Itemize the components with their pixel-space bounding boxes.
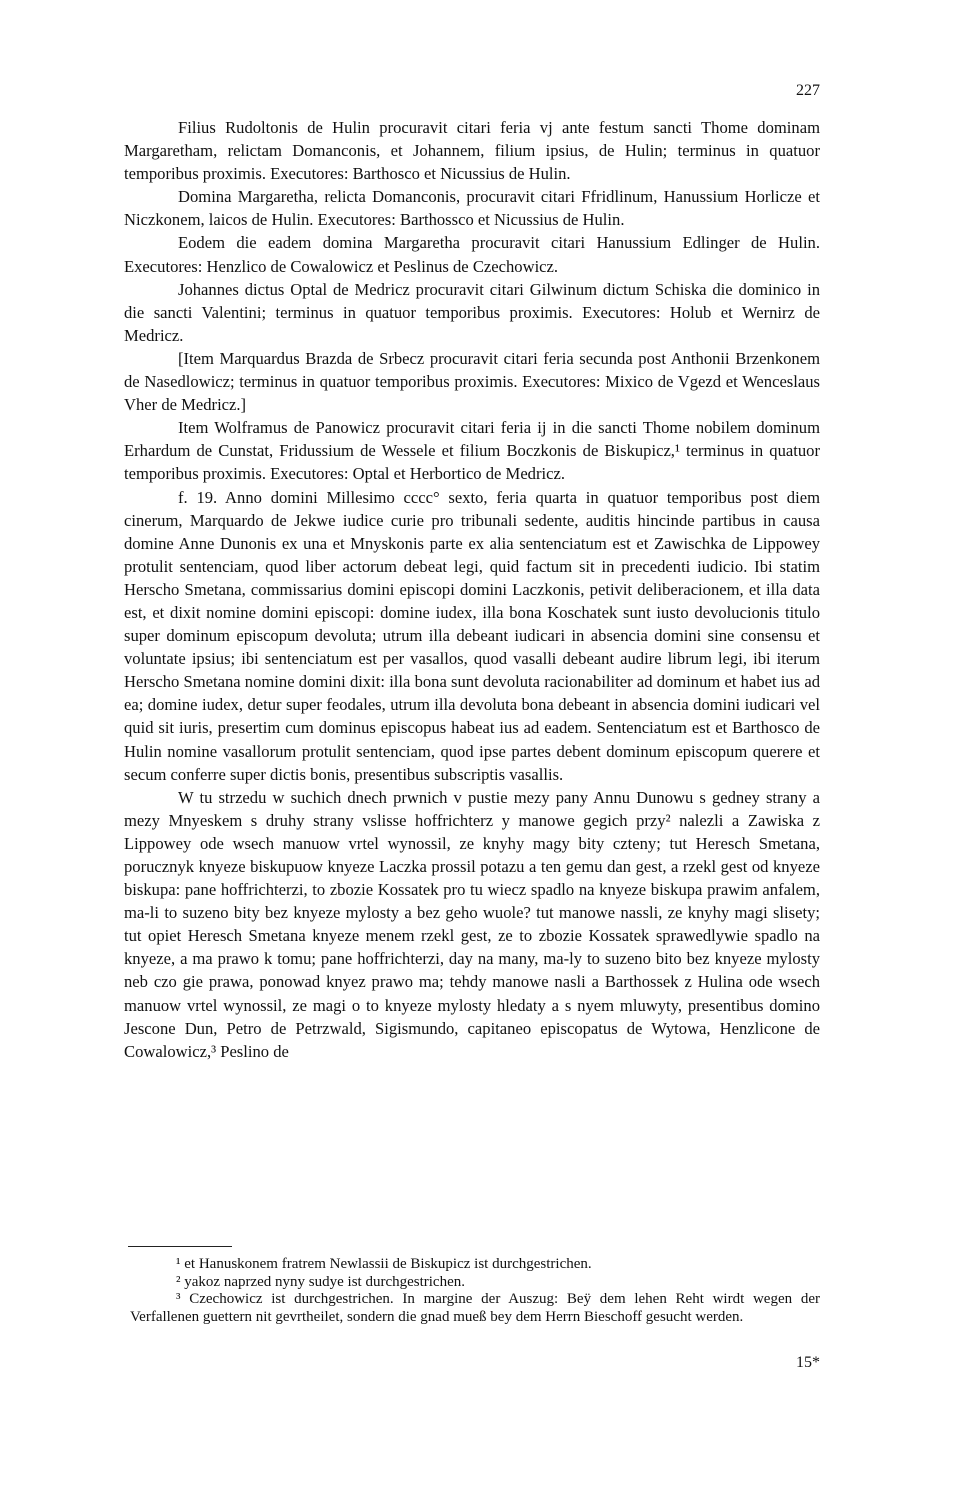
- paragraph: Item Wolframus de Panowicz procuravit citari feria ij in die sancti Thome nobilem dominum Erhardum de Cunstat, Fridussium de Wessele et filium Boczkonis de Biskupicz,¹ terminus in quatuor temporibus proximis. Executores: Optal et Herbortico de Medricz.: [124, 418, 820, 484]
- paragraph: [Item Marquardus Brazda de Srbecz procuravit citari feria secunda post Anthonii Brzenkonem de Nasedlowicz; terminus in quatuor temporibus proximis. Executores: Mixico de Vgezd et Wenceslaus Vher de Medricz.]: [124, 348, 820, 415]
- footnote: ² yakoz naprzed nyny sudye ist durchgestrichen.: [176, 1273, 465, 1290]
- page-number: 227: [796, 82, 820, 99]
- paragraph: Domina Margaretha, relicta Domanconis, procuravit citari Ffridlinum, Hanussium Horlicze et Niczkonem, laicos de Hulin. Executores: Barthossco et Nicussius de Hulin.: [124, 187, 820, 230]
- paragraph: Eodem die eadem domina Margaretha procuravit citari Hanussium Edlinger de Hulin. Executores: Henzlico de Cowalowicz et Peslinus de Czechowicz.: [124, 233, 820, 276]
- footnotes: [130, 1256, 820, 1326]
- paragraph: f. 19. Anno domini Millesimo cccc° sexto, feria quarta in quatuor temporibus post diem cinerum, Marquardo de Jekwe iudice curie pro tribunali sedente, auditis hincinde partibus in causa domine Anne Dunonis ex una et Mnyskonis parte ex alia sentenciatum est et Zawischka de Lippowey protulit sentenciam, quod liber actorum debeat legi, quid factum sit in precedenti iudicio. Ibi statim Herscho Smetana, commissarius domini episcopi domini Laczkonis, petivit deliberacionem, et illa data est, et dixit nomine domini episcopi: domine iudex, illa bona Koschatek sunt iusto devolucionis titulo super dominum episcopum devoluta; utrum illa debeant iudicari in absencia domini sine consensu et voluntate ipsius; ibi sentenciatum est per vasallos, quod vasalli debeant audire librum legi, ibi iterum Herscho Smetana nomine domini dixit: illa bona sunt devoluta racionabiliter ad dominum et habet ius ad ea; domine iudex, detur super feodales, utrum illa devoluta bona debeant in absencia domini iudicari vel quid sit iuris, presertim cum dominus episcopus habeat ius ad eadem. Sentenciatum est et Barthosco de Hulin nomine vasallorum protulit sentenciam, quod ipse partes debent dominum episcopum querere et secum conferre super dictis bonis, presentibus subscriptis vasallis.: [124, 487, 820, 784]
- paragraph: Filius Rudoltonis de Hulin procuravit citari feria vj ante festum sancti Thome dominam Margaretham, relictam Domanconis, et Johannem, filium ipsius, de Hulin; terminus in quatuor temporibus proximis. Executores: Barthosco et Nicussius de Hulin.: [124, 118, 820, 184]
- paragraph: W tu strzedu w suchich dnech prwnich v pustie mezy pany Annu Dunowu s gedney strany a mezy Mnyeskem s druhy strany vslisse hoffrichterz y manowe gegich przy² nalezli a Zawiska z Lippowey ode wsech manuow vrtel wynossil, ze knyhy magy bity czteny; tut Heresch Smetana, porucznyk knyeze biskupuow knyeze Laczka prossil potazu a ten gemu dan gest, a rzekl gest od knyeze biskupa: pane hoffrichterzi, to zbozie Kossatek pro tu wiecz spadlo na knyeze biskupa prawim anfalem, ma-li to suzeno bity bez knyeze mylosty a bez geho wuole? tut manowe nassli, ze knyhy magi slisety; tut opiet Heresch Smetana knyeze menem rzekl gest, ze to zbozie Kossatek sprawedlywie spadlo na knyeze, a ma prawo k tomu; pane hoffrichterzi, day na many, ma-ly to suzeno bito bez knyeze mylosty neb czo gie prawa, ponowad knyez prawo ma; tehdy manowe nasli a Barthossek z Hulina ode wsech manuow vrtel wynossil, ze magi o to knyeze mylosty hledaty a s nyem mluwyty, presentibus domino Jescone Dun, Petro de Petrzwald, Sigismundo, capitaneo episcopatus de Wytowa, Henzlicone de Cowalowicz,³ Peslino de: [124, 787, 820, 1061]
- footnote: ¹ et Hanuskonem fratrem Newlassii de Biskupicz ist durchgestrichen.: [176, 1256, 592, 1272]
- footnote: ³ Czechowicz ist durchgestrichen. In margine der Auszug: Beÿ dem lehen Reht wirdt wegen der Verfallenen guettern nit gevrtheilet, sondern die gnad mueß bey dem Herrn Bieschoff gesucht werden.: [130, 1291, 820, 1325]
- paragraph: Johannes dictus Optal de Medricz procuravit citari Gilwinum dictum Schiska die dominico in die sancti Valentini; terminus in quatuor temporibus proximis. Executores: Holub et Wernirz de Medricz.: [124, 279, 820, 345]
- signature-mark: 15*: [796, 1354, 820, 1371]
- footnote-rule: [128, 1246, 232, 1247]
- body-text: [124, 116, 820, 1063]
